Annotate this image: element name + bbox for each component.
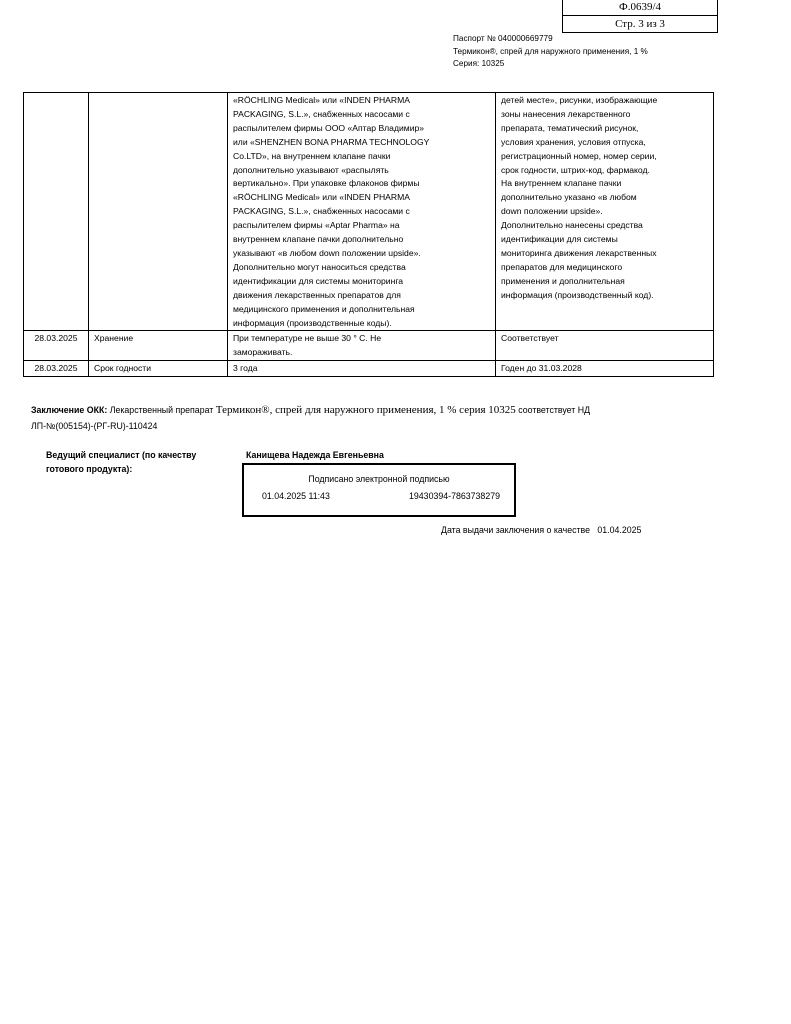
form-code: Ф.0639/4 (619, 1, 661, 13)
passport-header (453, 33, 648, 71)
row-date: 28.03.2025 (24, 361, 89, 377)
signature-datetime: 01.04.2025 11:43 (262, 491, 330, 501)
row-result: Соответствует (496, 331, 714, 361)
signature-title: Подписано электронной подписью (308, 474, 450, 484)
row-requirement: «RÖCHLING Medical» или «INDEN PHARMA PACKAGING, S.L.», снабженных насосами с распылителем фирмы ООО «Аптар Владимир» или «SHENZHEN BONA PHARMA TECHNOLOGY Co.LTD», на внутреннем клапане пачки дополнительно указывают «распылять вертикально». При упаковке флаконов фирмы «RÖCHLING Medical» или «INDEN PHARMA PACKAGING, S.L.», снабженных насосами с распылителем фирмы «Aptar Pharma» на внутреннем клапане пачки дополнительно указывают «в любом down положении upside». Дополнительно могут наноситься средства идентификации для системы мониторинга движения лекарственных препаратов для медицинского применения и дополнительная информация (производственные коды). (228, 93, 496, 331)
conclusion-product: Термикон®, спрей для наружного применения, 1 % серия 10325 (215, 404, 516, 416)
page-number: Стр. 3 из 3 (563, 15, 717, 32)
row-result: Годен до 31.03.2028 (496, 361, 714, 377)
table-row (24, 361, 714, 377)
row-requirement: При температуре не выше 30 ° С. Не замораживать. (228, 331, 496, 361)
conclusion-nd: ЛП-№(005154)-(РГ-RU)-110424 (31, 421, 158, 431)
row-indicator: Хранение (89, 331, 228, 361)
row-requirement: 3 года (228, 361, 496, 377)
issue-label: Дата выдачи заключения о качестве (441, 525, 591, 535)
table-row (24, 93, 714, 331)
row-date: 28.03.2025 (24, 331, 89, 361)
row-indicator (89, 93, 228, 331)
issue-date-line (441, 525, 641, 535)
signature-id: 19430394-7863738279 (409, 491, 500, 501)
issue-date: 01.04.2025 (597, 525, 642, 535)
electronic-signature-stamp (242, 463, 516, 517)
row-result: детей месте», рисунки, изображающие зоны нанесения лекарственного препарата, тематический рисунок, условия хранения, условия отпуска, регистрационный номер, номер серии, срок годности, штрих-код, фармакод. На внутреннем клапане пачки дополнительно указано «в любом down положении upside». Дополнительно нанесены средства идентификации для системы мониторинга движения лекарственных препаратов для медицинского применения и дополнительная информация (производственный код). (496, 93, 714, 331)
conclusion-text-end: соответствует НД (518, 405, 591, 415)
specialist-name: Канищева Надежда Евгеньевна (246, 450, 384, 460)
passport-product: Термикон®, спрей для наружного применения, 1 % (453, 46, 648, 56)
form-code-box (562, 0, 718, 33)
qc-conclusion (31, 402, 651, 434)
row-indicator: Срок годности (89, 361, 228, 377)
conclusion-text-start: Лекарственный препарат (109, 405, 214, 415)
table-row (24, 331, 714, 361)
passport-series: Серия: 10325 (453, 59, 505, 68)
quality-table (23, 92, 714, 377)
passport-number: Паспорт № 040000669779 (453, 34, 553, 43)
row-date (24, 93, 89, 331)
specialist-label: Ведущий специалист (по качеству готового продукта): (46, 450, 197, 474)
conclusion-label: Заключение ОКК: (31, 405, 108, 415)
